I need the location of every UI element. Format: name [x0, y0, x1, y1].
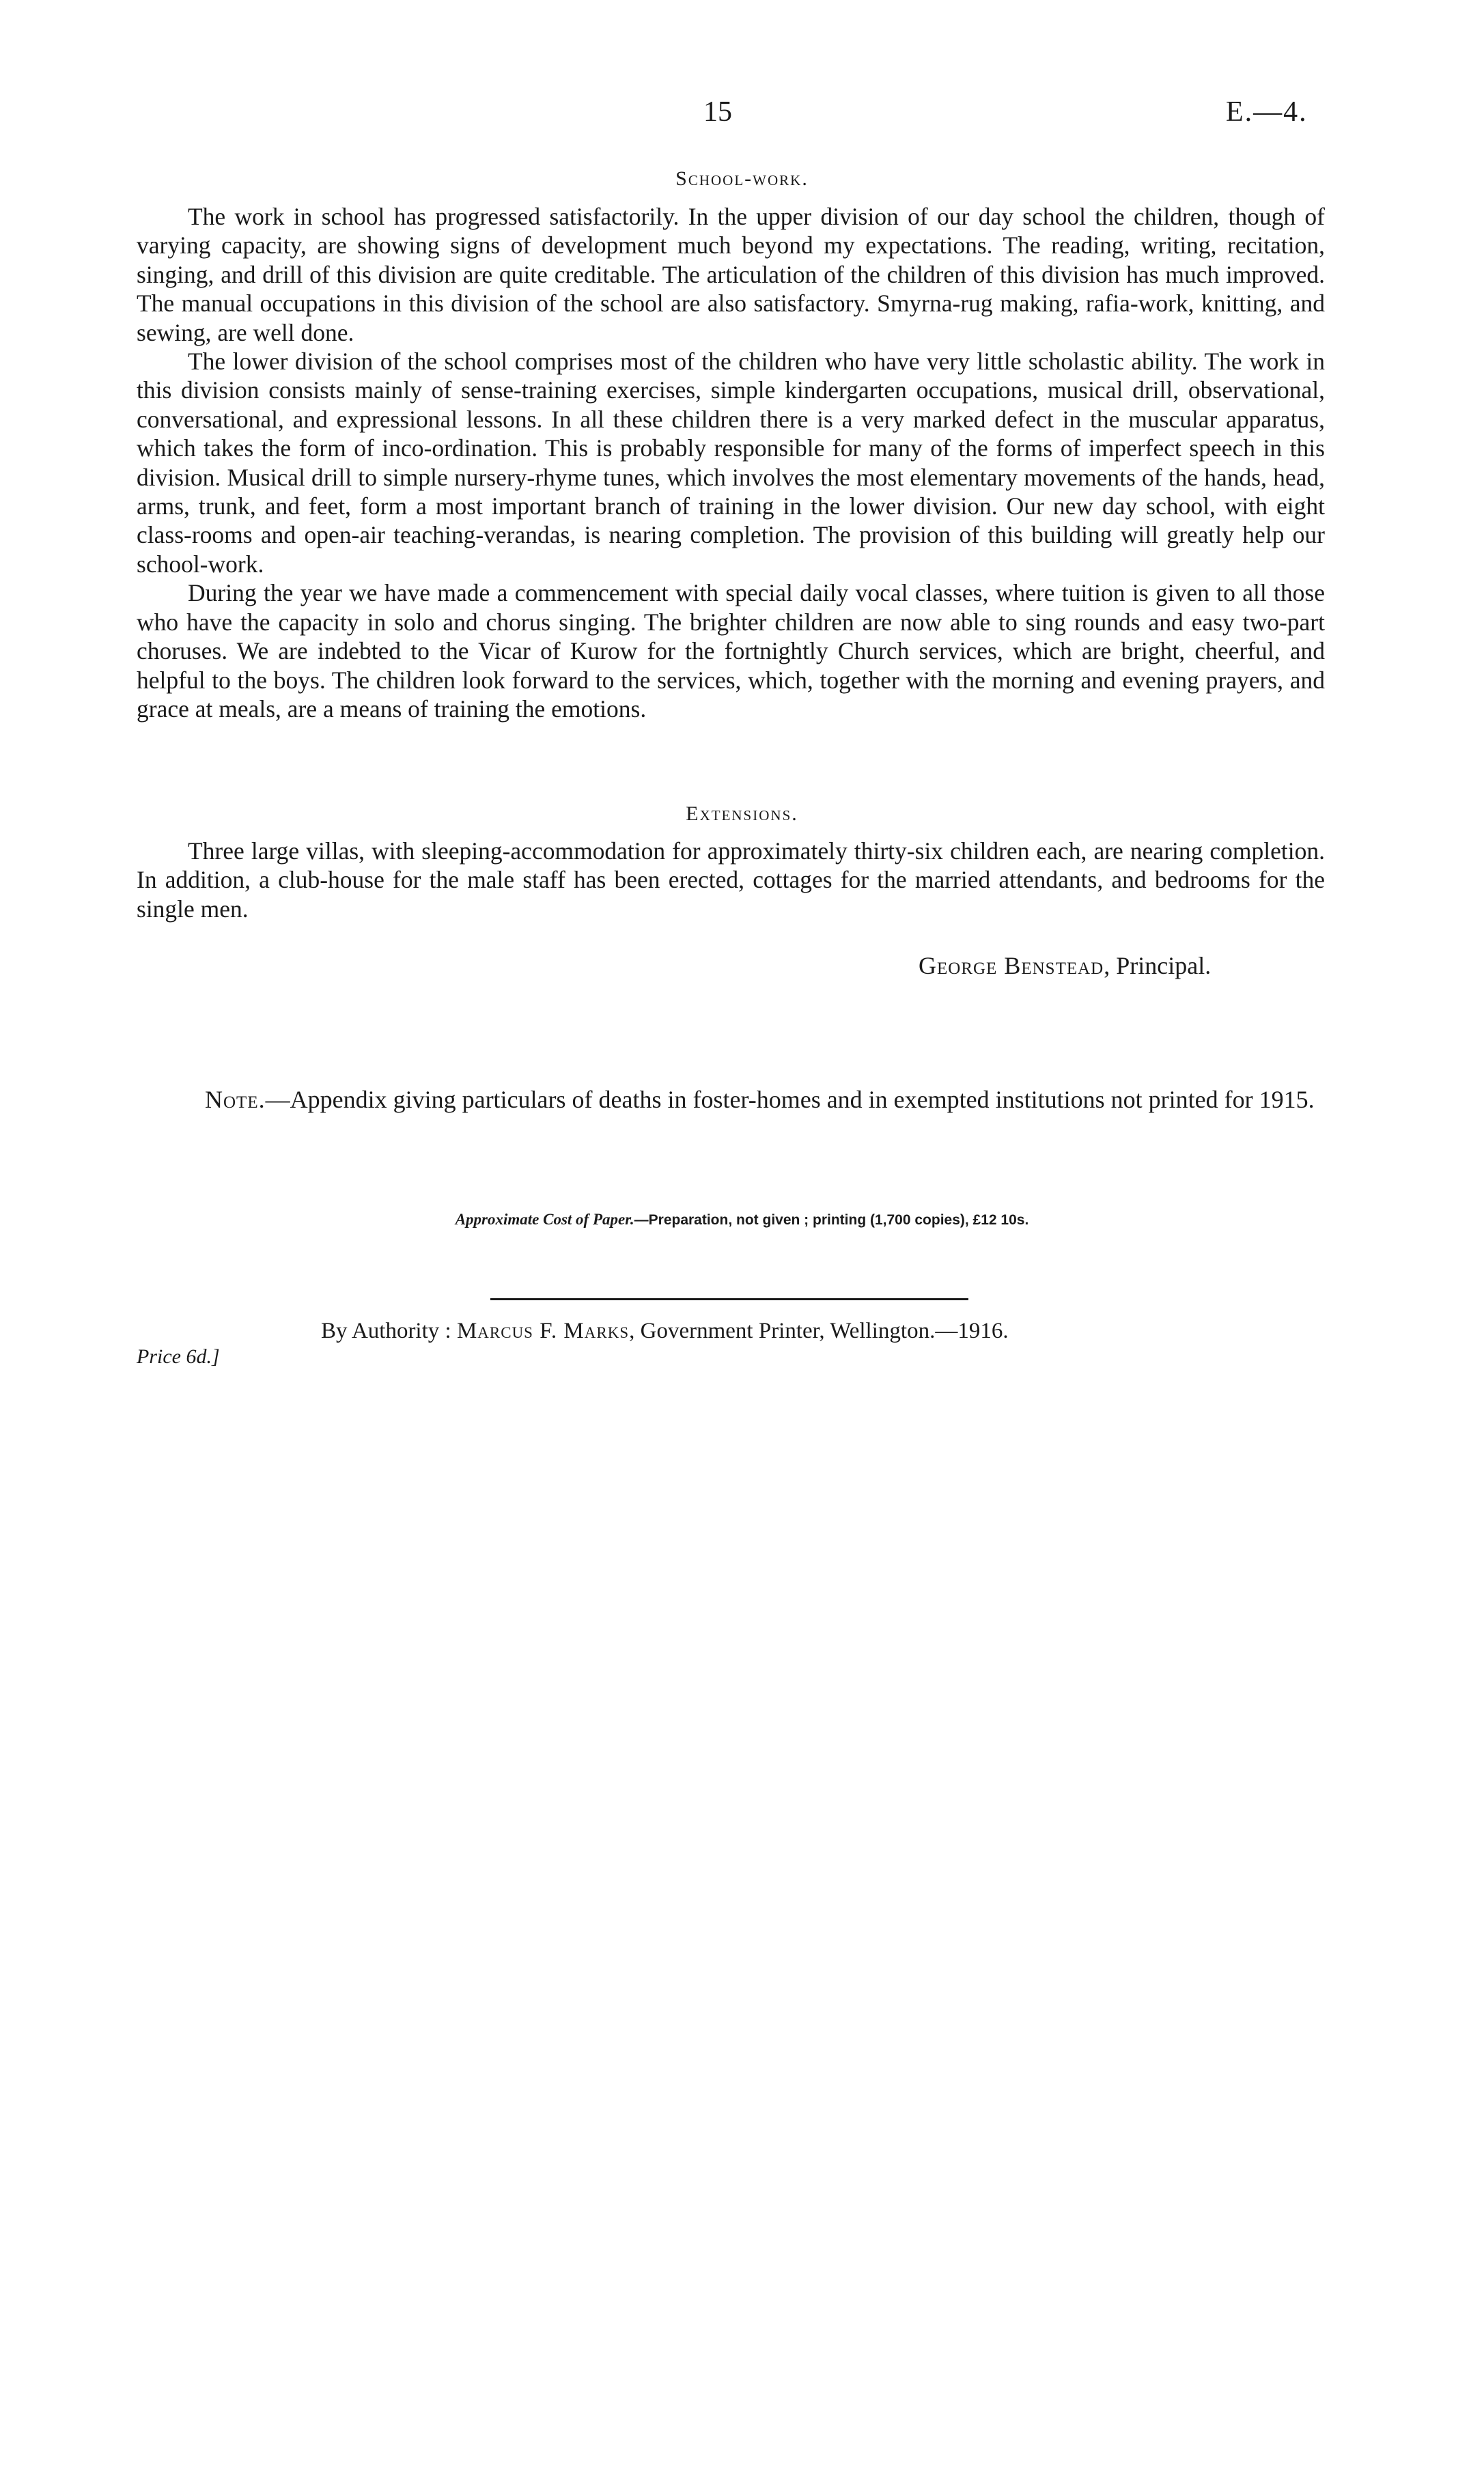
page-header — [0, 96, 1484, 137]
extensions-heading: Extensions. — [686, 802, 798, 825]
cost-label: Approximate Cost of Paper. — [455, 1211, 634, 1228]
separator-rule — [490, 1298, 968, 1300]
printer-name: Marcus F. Marks — [456, 1319, 630, 1343]
document-reference: E.—4. — [1226, 96, 1308, 128]
school-work-section — [137, 202, 1325, 723]
printer-imprint — [321, 1319, 1009, 1344]
cost-text: —Preparation, not given ; printing (1,700 copies), £12 10s. — [634, 1212, 1029, 1228]
school-work-paragraph-2: The lower division of the school comprises most of the children who have very little scholastic ability. The work in this division consists mainly of sense-training exercises, simple kindergarten occupations, musical drill, observational, conversational, and expressional lessons. In all these children there is a very marked defect in the muscular apparatus, which takes the form of inco-ordination. This is probably responsible for many of the forms of imperfect speech in this division. Musical drill to simple nursery-rhyme tunes, which involves the most elementary movements of the hands, head, arms, trunk, and feet, form a most important branch of training in the lower division. Our new day school, with eight class-rooms and open-air teaching-verandas, is nearing completion. The provision of this building will greatly help our school-work. — [137, 348, 1325, 578]
extensions-section — [137, 837, 1325, 923]
cost-of-paper — [0, 1211, 1484, 1229]
imprint-suffix: , Government Printer, Wellington.—1916. — [629, 1319, 1009, 1343]
page-number: 15 — [703, 96, 732, 128]
school-work-heading: School-work. — [675, 167, 809, 190]
signatory-name: George Benstead — [919, 952, 1104, 979]
note-label: Note. — [205, 1086, 266, 1113]
imprint-prefix: By Authority : — [321, 1319, 457, 1343]
price: Price 6d.] — [137, 1345, 220, 1368]
school-work-paragraph-3: During the year we have made a commencement with special daily vocal classes, where tuition is given to all those who have the capacity in solo and chorus singing. The brighter children are now able to sing rounds and easy two-part choruses. We are indebted to the Vicar of Kurow for the fortnightly Church services, which are bright, cheerful, and helpful to the boys. The children look forward to the services, which, together with the morning and evening prayers, and grace at meals, are a means of training the emotions. — [137, 579, 1325, 723]
extensions-paragraph: Three large villas, with sleeping-accommodation for approximately thirty-six children each, are nearing completion. In addition, a club-house for the male staff has been erected, cottages for the married attendants, and bedrooms for the single men. — [137, 837, 1325, 923]
signature — [919, 951, 1211, 980]
signatory-title: , Principal. — [1104, 952, 1212, 979]
note-text: —Appendix giving particulars of deaths in foster-homes and in exempted institutions not printed for 1915. — [265, 1086, 1315, 1113]
school-work-paragraph-1: The work in school has progressed satisfactorily. In the upper division of our day school the children, though of varying capacity, are showing signs of development much beyond my expectations. The reading, writing, recitation, singing, and drill of this division are quite creditable. The articulation of the children of this division has much improved. The manual occupations in this division of the school are also satisfactory. Smyrna-rug making, rafia-work, knitting, and sewing, are well done. — [137, 203, 1325, 346]
appendix-note — [137, 1085, 1325, 1114]
